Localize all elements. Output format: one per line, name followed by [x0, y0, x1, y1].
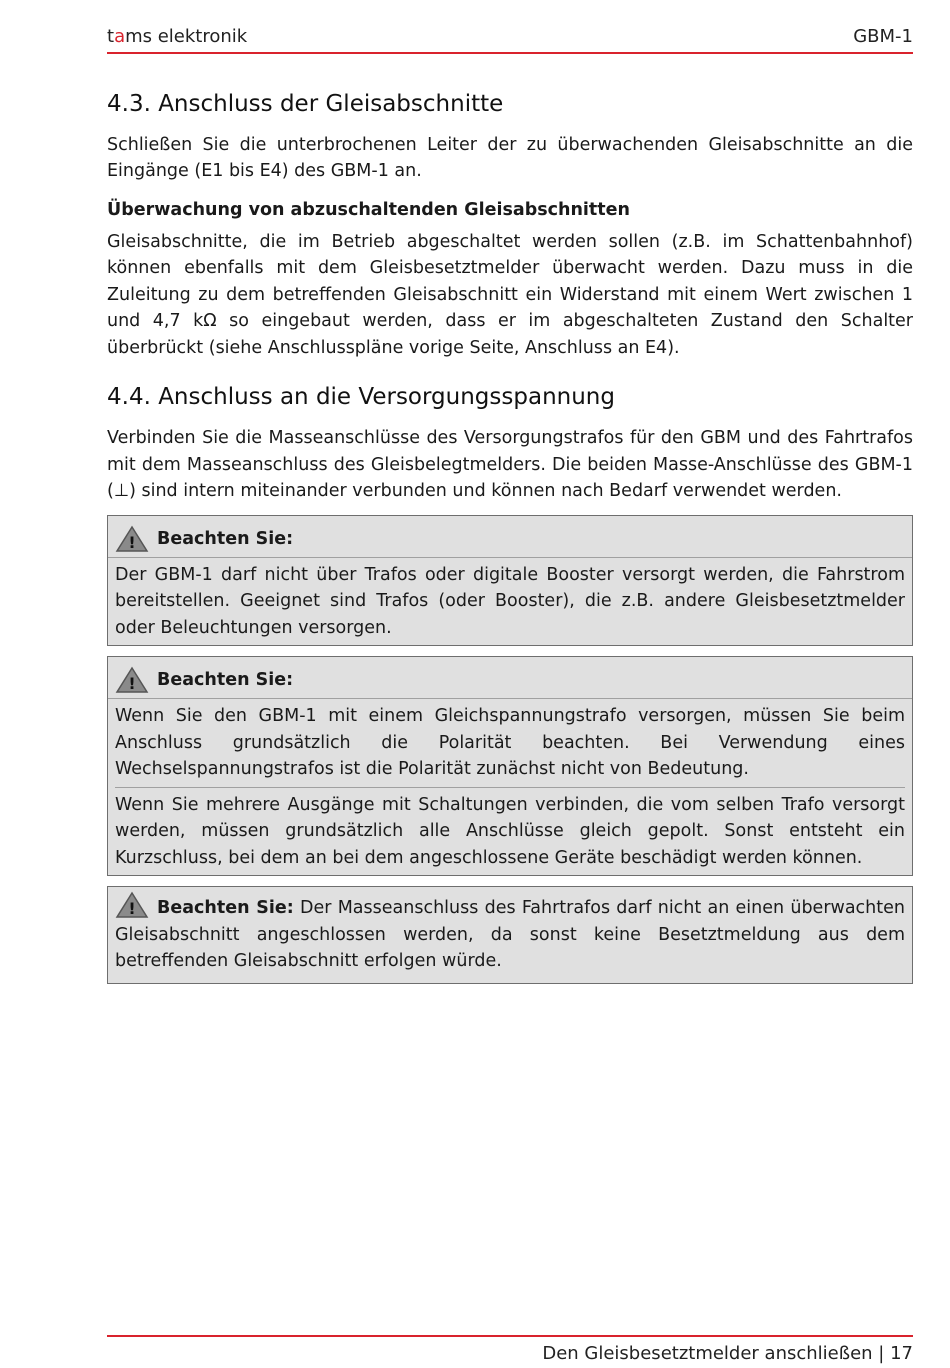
warning-note-1: [107, 515, 913, 647]
warning-triangle-icon: [115, 666, 149, 694]
svg-text:!: !: [128, 899, 136, 919]
note-1-text: Der GBM-1 darf nicht über Trafos oder digitale Booster versorgt werden, die Fahrstrom bereitstellen. Geeignet sind Trafos (oder Booster), die z.B. andere Gleisbesetztmelder oder Beleuchtungen versorgen.: [115, 564, 905, 638]
brand-name: tams elektronik: [107, 26, 248, 47]
warning-triangle-icon: [115, 525, 149, 553]
section-4-3-subheading: Überwachung von abzuschaltenden Gleisabschnitten: [107, 199, 630, 220]
warning-triangle-icon: [115, 891, 149, 919]
page-content: [107, 90, 913, 984]
model-name: GBM-1: [853, 26, 913, 47]
page-footer: [107, 1335, 913, 1367]
note-2-text-1: Wenn Sie den GBM-1 mit einem Gleichspannungstrafo versorgen, müssen Sie beim Anschluss grundsätzlich die Polarität beachten. Bei Verwendung eines Wechselspannungstrafos ist die Polarität zunächst nicht von Bedeutung.: [115, 706, 905, 780]
warning-note-2: [107, 656, 913, 876]
note-2-title: Beachten Sie:: [157, 670, 294, 691]
footer-text: Den Gleisbesetztmelder anschließen | 17: [542, 1343, 913, 1364]
note-1-title: Beachten Sie:: [157, 528, 294, 549]
svg-text:!: !: [128, 532, 136, 552]
section-4-3-intro: Schließen Sie die unterbrochenen Leiter der zu überwachenden Gleisabschnitte an die Eingänge (E1 bis E4) des GBM-1 an.: [107, 134, 913, 182]
warning-note-3: [107, 886, 913, 984]
section-4-4-body: Verbinden Sie die Masseanschlüsse des Versorgungstrafos für den GBM und des Fahrtrafos mit dem Masseanschluss des Gleisbelegtmelders. Die beiden Masse-Anschlüsse des GBM-1 (⊥) sind intern miteinander verbunden und können nach Bedarf verwendet werden.: [107, 428, 913, 502]
section-4-3-title: 4.3. Anschluss der Gleisabschnitte: [107, 91, 504, 117]
note-2-text-2: Wenn Sie mehrere Ausgänge mit Schaltungen verbinden, die vom selben Trafo versorgt werden, müssen grundsätzlich alle Anschlüsse gleich gepolt. Sonst entsteht ein Kurzschluss, bei dem an bei dem angeschlossene Geräte beschädigt werden können.: [115, 794, 905, 868]
note-3-text: Der Masseanschluss des Fahrtrafos darf nicht an einen überwachten Gleisabschnitt angeschlossen werden, da sonst keine Besetztmeldung aus dem betreffenden Gleisabschnitt erfolgen würde.: [115, 898, 905, 972]
svg-text:!: !: [128, 674, 136, 694]
page-header: [107, 26, 913, 54]
note-3-title: Beachten Sie:: [157, 898, 294, 919]
section-4-3-body: Gleisabschnitte, die im Betrieb abgeschaltet werden sollen (z.B. im Schattenbahnhof) können ebenfalls mit dem Gleisbesetztmelder überwacht werden. Dazu muss in die Zuleitung zu dem betreffenden Gleisabschnitt ein Widerstand mit einem Wert zwischen 1 und 4,7 kΩ so eingebaut werden, dass er im abgeschalteten Zustand den Schalter überbrückt (siehe Anschlusspläne vorige Seite, Anschluss an E4).: [107, 231, 913, 358]
section-4-4-title: 4.4. Anschluss an die Versorgungsspannung: [107, 384, 615, 411]
